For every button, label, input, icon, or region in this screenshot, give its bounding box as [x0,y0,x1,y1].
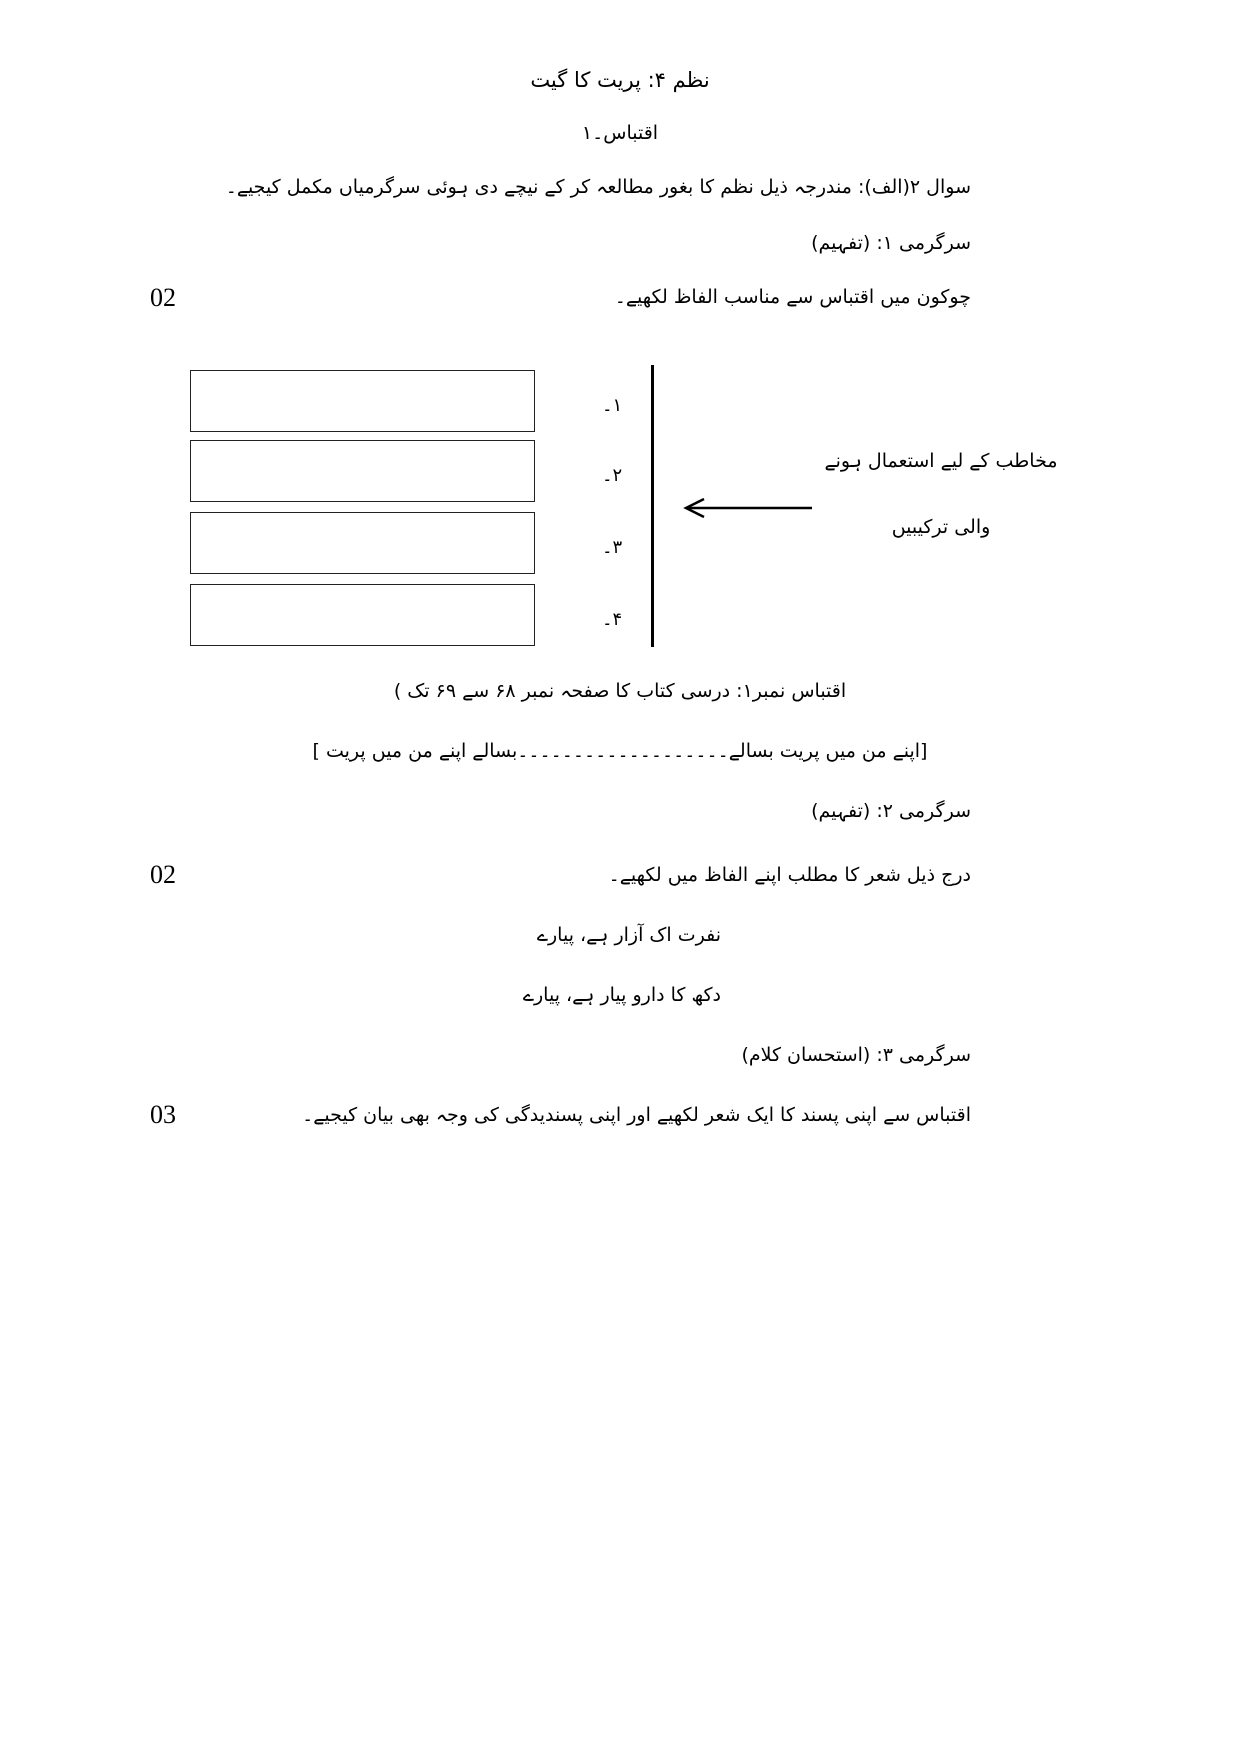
verse-line-2: دکھ کا دارو پیار ہے، پیارے [522,984,721,1006]
concept-label-line2: والی ترکیبیں [891,516,991,538]
answer-box-4[interactable] [190,584,535,646]
activity1-heading: سرگرمی ۱: (تفہیم) [811,232,971,254]
answer-label-1: ۱۔ [602,395,623,416]
activity3-instruction: اقتباس سے اپنی پسند کا ایک شعر لکھیے اور اپنی پسندیدگی کی وجہ بھی بیان کیجیے۔ [302,1104,971,1126]
answer-label-4: ۴۔ [602,609,623,630]
activity2-heading: سرگرمی ۲: (تفہیم) [811,800,971,822]
activity3-marks: 03 [150,1100,176,1129]
question-text: سوال ۲(الف): مندرجہ ذیل نظم کا بغور مطالعہ کر کے نیچے دی ہوئی سرگرمیاں مکمل کیجیے۔ [225,176,971,198]
extract-reference: اقتباس نمبر۱: درسی کتاب کا صفحہ نمبر ۶۸ سے ۶۹ تک ) [393,680,847,702]
left-arrow-icon [680,498,815,518]
answer-box-3[interactable] [190,512,535,574]
answer-box-1[interactable] [190,370,535,432]
bracket-line [651,365,654,647]
answer-label-3: ۳۔ [602,537,623,558]
activity1-marks: 02 [150,283,176,312]
extract-range: [اپنے من میں پریت بسالے۔۔۔۔۔۔۔۔۔۔۔۔۔۔۔۔۔۔۔بسالے اپنے من میں پریت ] [312,740,928,762]
activity2-marks: 02 [150,860,176,889]
concept-label-line1: مخاطب کے لیے استعمال ہونے [824,450,1058,472]
verse-line-1: نفرت اک آزار ہے، پیارے [536,924,721,946]
activity1-instruction: چوکون میں اقتباس سے مناسب الفاظ لکھیے۔ [614,286,971,308]
answer-box-2[interactable] [190,440,535,502]
answer-label-2: ۲۔ [602,465,623,486]
extract-heading: اقتباس۔۱ [581,122,659,144]
activity2-instruction: درج ذیل شعر کا مطلب اپنے الفاظ میں لکھیے۔ [608,864,971,886]
page-title: نظم ۴: پریت کا گیت [530,68,710,92]
activity3-heading: سرگرمی ۳: (استحسان کلام) [741,1044,971,1066]
